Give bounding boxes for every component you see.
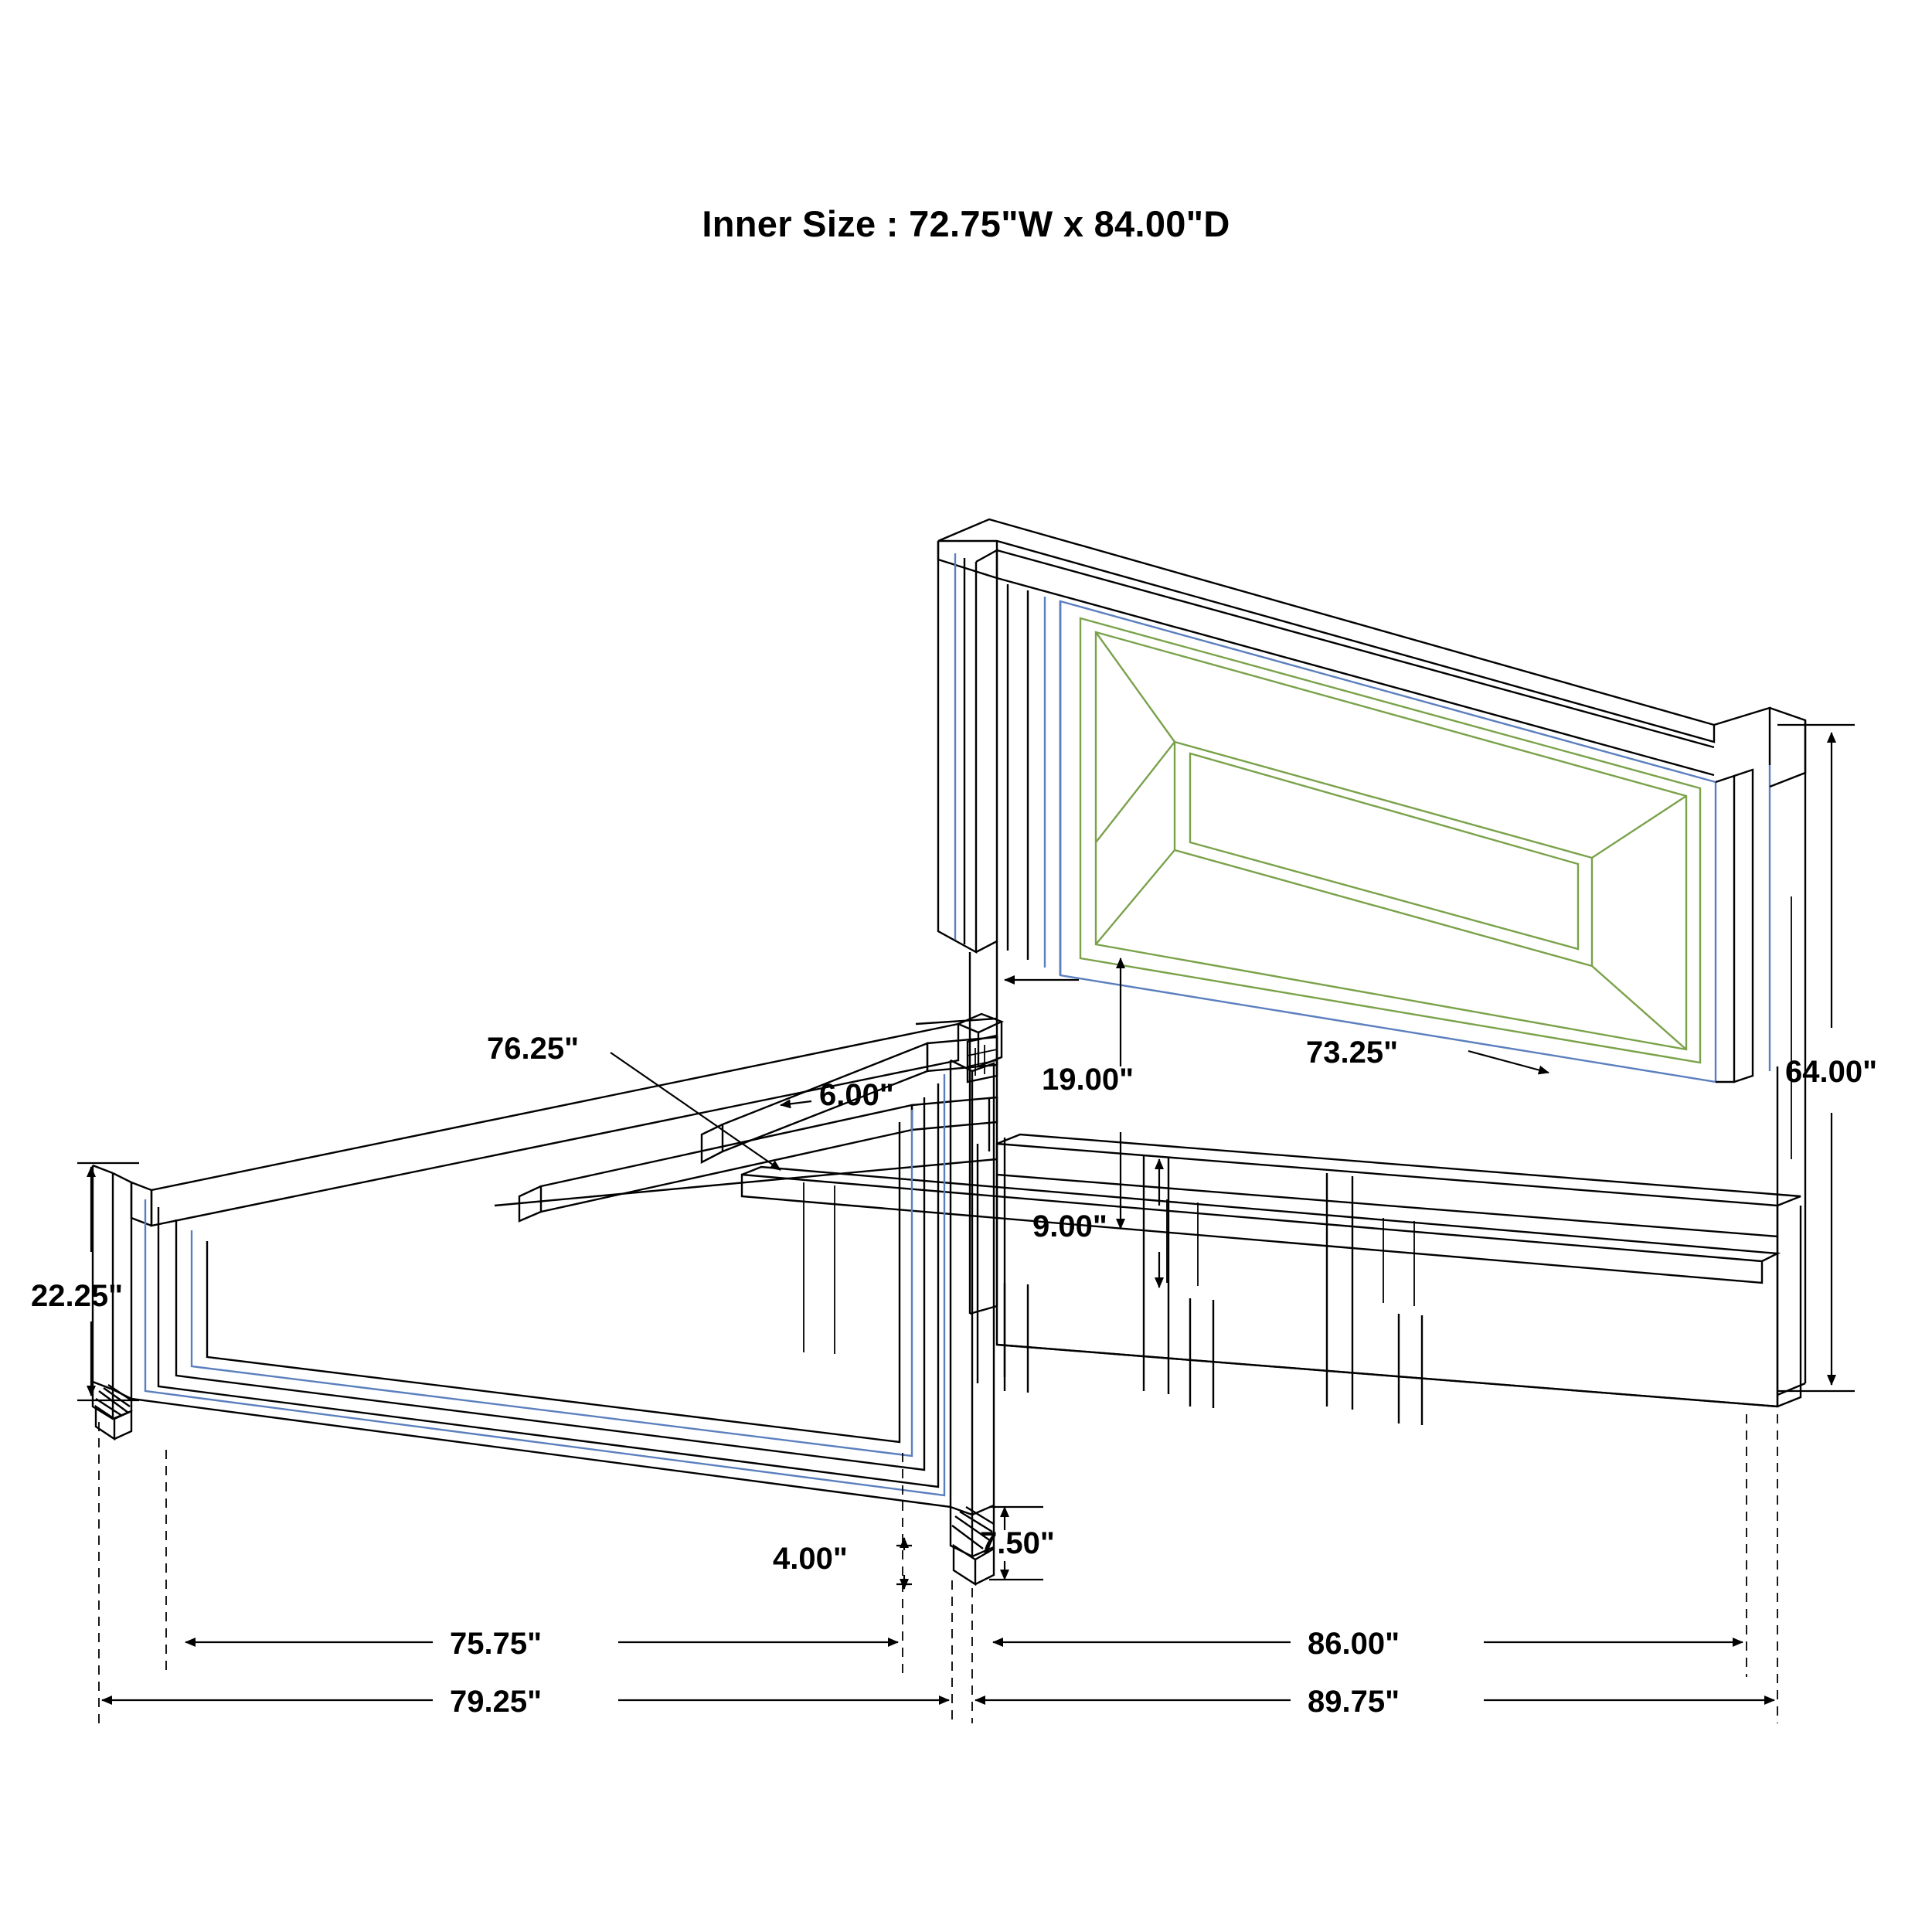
dim-6: 6.00" — [819, 1078, 894, 1112]
dim-75-75: 75.75" — [450, 1627, 543, 1661]
dim-9: 9.00" — [1032, 1209, 1107, 1243]
dim-7-50: 7.50" — [980, 1526, 1055, 1560]
headboard-group — [938, 519, 1805, 1395]
dim-76-25: 76.25" — [487, 1032, 580, 1066]
dim-64: 64.00" — [1785, 1055, 1878, 1089]
dim-89-75: 89.75" — [1308, 1685, 1400, 1719]
dim-79-25: 79.25" — [450, 1685, 543, 1719]
dim-22-25: 22.25" — [31, 1279, 124, 1313]
dim-4: 4.00" — [773, 1542, 848, 1576]
dimension-lines — [31, 725, 1877, 1723]
dim-73-25: 73.25" — [1306, 1036, 1399, 1070]
page-title: Inner Size : 72.75"W x 84.00"D — [702, 203, 1230, 244]
dim-19: 19.00" — [1042, 1063, 1134, 1097]
dim-86: 86.00" — [1308, 1627, 1400, 1661]
